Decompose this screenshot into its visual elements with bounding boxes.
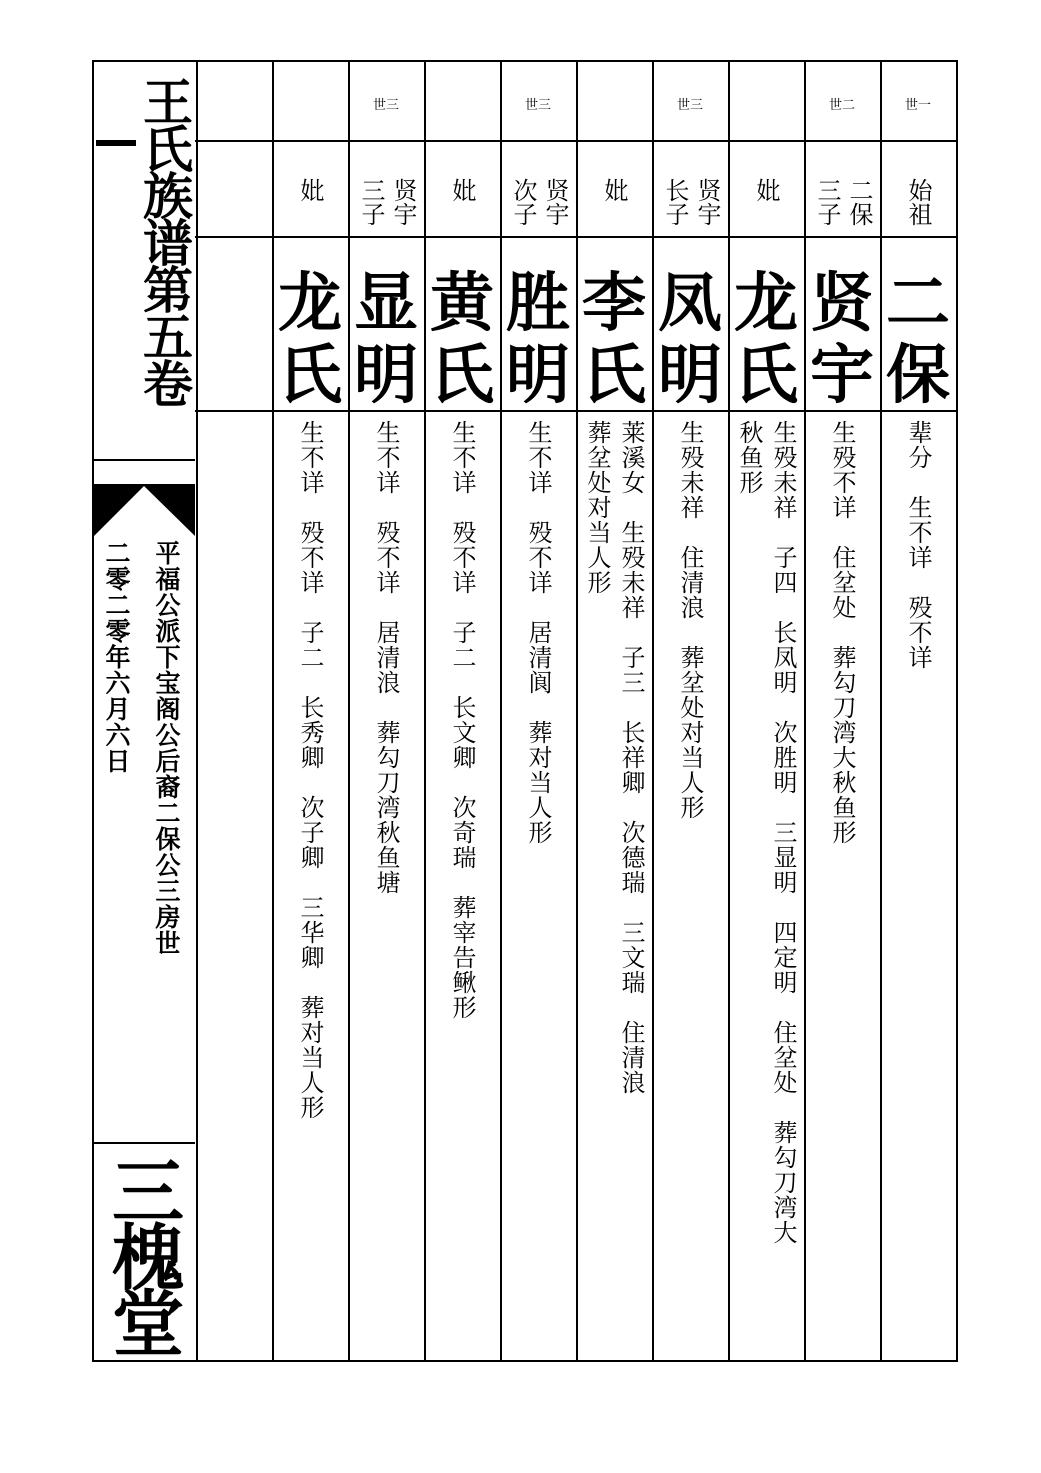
name-character: 凤 <box>658 266 722 341</box>
column-rule <box>272 62 274 1360</box>
column-rule <box>576 62 578 1360</box>
hall-divider <box>94 1142 195 1144</box>
lineage-subtitle: 平福公派下宝阁公后裔二保公三房世 <box>152 540 181 956</box>
column-rule <box>652 62 654 1360</box>
name-character: 明 <box>658 338 722 413</box>
relation-cell <box>576 158 652 238</box>
person-name <box>880 266 956 416</box>
person-name <box>576 266 652 416</box>
column-rule <box>348 62 350 1360</box>
generation-column <box>880 62 956 1360</box>
relation-text: 始祖 <box>904 178 932 226</box>
relation-cell <box>196 158 272 238</box>
publish-date: 二零二零年六月六日 <box>102 540 131 774</box>
generation-column <box>424 62 500 1360</box>
column-rule <box>728 62 730 1360</box>
title-divider <box>94 459 195 461</box>
person-name <box>652 266 728 416</box>
relation-text: 次子 <box>509 178 537 226</box>
relation-text: 二保 <box>845 178 873 226</box>
name-character: 氏 <box>430 338 494 413</box>
name-character: 龙 <box>734 266 798 341</box>
person-name <box>728 266 804 416</box>
biography-text: 葬坌处对当人形 <box>583 420 611 595</box>
name-character: 二 <box>886 266 950 341</box>
name-character: 明 <box>354 338 418 413</box>
title-lead-bar <box>96 140 136 146</box>
person-name <box>348 266 424 416</box>
relation-cell <box>804 158 880 238</box>
column-rule <box>804 62 806 1360</box>
person-name <box>272 266 348 416</box>
generation-column <box>576 62 652 1360</box>
relation-cell <box>424 158 500 238</box>
relation-cell <box>348 158 424 238</box>
biography-text: 生殁未祥 住清浪 葬坌处对当人形 <box>676 420 704 820</box>
name-character: 贤 <box>810 266 874 341</box>
biography-text: 生不详 殁不详 居清浪 葬勾刀湾秋鱼塘 <box>372 420 400 895</box>
name-character: 显 <box>354 266 418 341</box>
person-name <box>500 266 576 416</box>
biography-text: 秋鱼形 <box>735 420 763 495</box>
relation-cell <box>272 158 348 238</box>
relation-text: 长子 <box>661 178 689 226</box>
relation-cell <box>880 158 956 238</box>
generation-column <box>804 62 880 1360</box>
genealogy-page <box>92 60 958 1362</box>
generation-column <box>728 62 804 1360</box>
generation-column <box>272 62 348 1360</box>
generation-label: 世三 <box>676 98 703 113</box>
generation-label: 世三 <box>372 98 399 113</box>
name-character: 明 <box>506 338 570 413</box>
person-name <box>804 266 880 416</box>
name-character: 氏 <box>734 338 798 413</box>
relation-text: 妣 <box>448 178 476 202</box>
biography-text: 生不详 殁不详 子二 长秀卿 次子卿 三华卿 葬对当人形 <box>296 420 324 1120</box>
relation-text: 妣 <box>296 178 324 202</box>
relation-text: 贤宇 <box>541 178 569 226</box>
relation-text: 贤宇 <box>693 178 721 226</box>
biography-text: 辈分 生不详 殁不详 <box>904 420 932 670</box>
relation-text: 妣 <box>600 178 628 202</box>
column-rule <box>424 62 426 1360</box>
generation-label: 世一 <box>904 98 931 113</box>
name-character: 龙 <box>278 266 342 341</box>
generation-label: 世二 <box>828 98 855 113</box>
biography-text: 生不详 殁不详 居清阆 葬对当人形 <box>524 420 552 845</box>
relation-cell <box>652 158 728 238</box>
relation-text: 妣 <box>752 178 780 202</box>
relation-text: 贤宇 <box>389 178 417 226</box>
name-character: 宇 <box>810 338 874 413</box>
name-character: 胜 <box>506 266 570 341</box>
column-rule <box>196 62 198 1360</box>
relation-cell <box>728 158 804 238</box>
hall-name: 三槐堂 <box>100 1154 185 1352</box>
name-character: 李 <box>582 266 646 341</box>
biography-text: 生不详 殁不详 子二 长文卿 次奇瑞 葬宰告鳅形 <box>448 420 476 1020</box>
fishtail-ornament <box>94 484 195 536</box>
column-rule <box>500 62 502 1360</box>
biography-text: 莱溪女 生殁未祥 子三 长祥卿 次德瑞 三文瑞 住清浪 <box>617 420 645 1095</box>
relation-text: 三子 <box>813 178 841 226</box>
name-character: 保 <box>886 338 950 413</box>
generation-column <box>652 62 728 1360</box>
name-character: 黄 <box>430 266 494 341</box>
book-title: 王氏族谱第五卷 <box>135 76 194 405</box>
relation-cell <box>500 158 576 238</box>
name-character: 氏 <box>278 338 342 413</box>
biography-text: 生殁不详 住坌处 葬勾刀湾大秋鱼形 <box>828 420 856 845</box>
generation-column <box>196 62 272 1360</box>
biography-text: 生殁未祥 子四 长凤明 次胜明 三显明 四定明 住坌处 葬勾刀湾大 <box>769 420 797 1245</box>
generation-column <box>500 62 576 1360</box>
person-name <box>424 266 500 416</box>
name-character: 氏 <box>582 338 646 413</box>
generation-column <box>348 62 424 1360</box>
column-rule <box>880 62 882 1360</box>
relation-text: 三子 <box>357 178 385 226</box>
generation-label: 世三 <box>524 98 551 113</box>
